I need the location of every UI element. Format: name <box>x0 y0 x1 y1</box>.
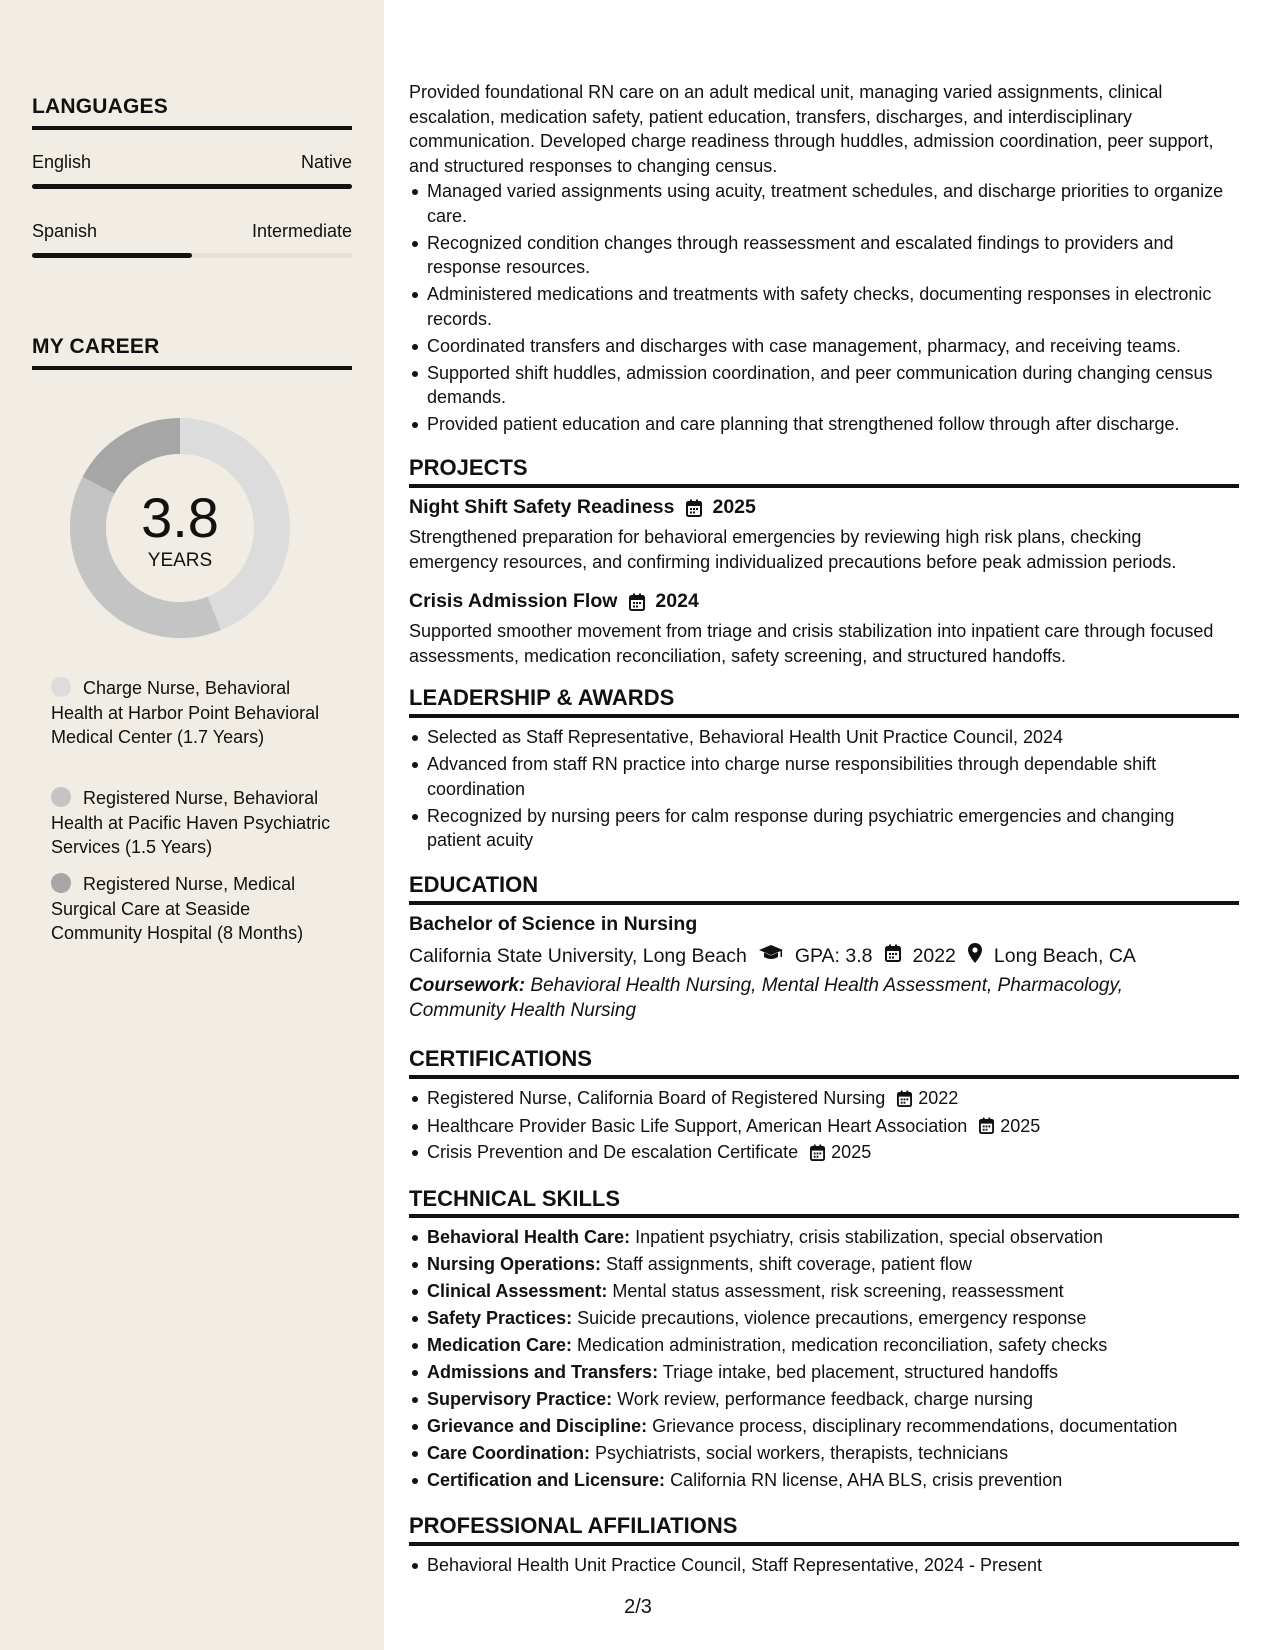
certification-item <box>409 1114 1239 1139</box>
skill-label: Care Coordination: <box>427 1443 591 1463</box>
certifications-rule <box>409 1075 1239 1079</box>
location: Long Beach, CA <box>993 944 1136 967</box>
certification-year: 2025 <box>831 1142 872 1162</box>
skill-value: Inpatient psychiatry, crisis stabilization, special observation <box>635 1227 1103 1247</box>
project-year: 2025 <box>712 496 756 518</box>
career-legend-item <box>51 786 336 860</box>
career-total-value: 3.8 <box>141 486 219 549</box>
skill-item <box>409 1468 1239 1493</box>
legend-dot-icon <box>51 677 71 697</box>
skill-label: Supervisory Practice: <box>427 1389 613 1409</box>
skill-value: Suicide precautions, violence precautions, emergency response <box>577 1308 1087 1328</box>
skill-item <box>409 1252 1239 1277</box>
education-rule <box>409 901 1239 905</box>
affiliations-list <box>409 1553 1239 1578</box>
calendar-icon <box>885 944 901 968</box>
project-description: Supported smoother movement from triage and crisis stabilization into inpatient care through focused assessments, medication reconciliation, safety screening, and structured handoffs. <box>409 621 1214 666</box>
skill-item <box>409 1333 1239 1358</box>
language-bar-spanish <box>32 253 352 258</box>
career-legend-item <box>51 872 336 946</box>
skill-value: Psychiatrists, social workers, therapists, technicians <box>595 1443 1009 1463</box>
skill-item <box>409 1279 1239 1304</box>
career-legend-label: Registered Nurse, Medical Surgical Care at Seaside Community Hospital (8 Months) <box>51 874 304 943</box>
gpa: GPA: 3.8 <box>794 944 873 967</box>
project-title: Night Shift Safety Readiness <box>409 496 675 518</box>
skill-label: Safety Practices: <box>427 1308 573 1328</box>
leadership-item: Recognized by nursing peers for calm response during psychiatric emergencies and changing patient acuity <box>409 804 1229 853</box>
certification-name: Healthcare Provider Basic Life Support, American Heart Association <box>427 1115 968 1136</box>
language-row-english <box>32 152 352 173</box>
projects-heading: PROJECTS <box>409 455 528 480</box>
language-row-spanish <box>32 221 352 242</box>
language-level: Native <box>300 152 352 172</box>
coursework <box>409 974 1209 1023</box>
career-legend-label: Registered Nurse, Behavioral Health at Pacific Haven Psychiatric Services (1.5 Years) <box>51 788 331 857</box>
affiliations-rule <box>409 1542 1239 1546</box>
skill-value: Medication administration, medication reconciliation, safety checks <box>577 1335 1108 1355</box>
education-heading: EDUCATION <box>409 872 539 897</box>
legend-dot-icon <box>51 873 71 893</box>
graduation-year: 2022 <box>912 944 956 967</box>
leadership-item: Advanced from staff RN practice into charge nurse responsibilities through dependable shift coordination <box>409 752 1229 801</box>
calendar-icon <box>686 499 702 517</box>
skill-value: Grievance process, disciplinary recommendations, documentation <box>652 1416 1178 1436</box>
skill-item <box>409 1225 1239 1250</box>
skill-label: Medication Care: <box>427 1335 573 1355</box>
experience-summary: Provided foundational RN care on an adult medical unit, managing varied assignments, clinical escalation, medication safety, patient education, transfers, discharges, and interdisciplinary communication. Developed charge readiness through huddles, admission coordination, peer support, and structured responses to changing census. <box>409 82 1214 176</box>
page-number: 2/3 <box>624 1596 652 1618</box>
language-bar-fill <box>32 184 352 189</box>
project-title-row <box>409 590 1243 613</box>
language-level: Intermediate <box>251 221 352 241</box>
skill-value: Triage intake, bed placement, structured handoffs <box>662 1362 1059 1382</box>
project-year: 2024 <box>655 590 699 612</box>
location-pin-icon <box>968 943 982 969</box>
skill-value: Staff assignments, shift coverage, patient flow <box>606 1254 972 1274</box>
language-bar-english <box>32 184 352 189</box>
calendar-icon <box>810 1144 825 1161</box>
skill-label: Nursing Operations: <box>427 1254 602 1274</box>
skill-label: Grievance and Discipline: <box>427 1416 648 1436</box>
calendar-icon <box>979 1117 994 1134</box>
languages-heading: LANGUAGES <box>32 95 168 118</box>
graduation-cap-icon <box>759 944 783 968</box>
skill-item <box>409 1414 1239 1439</box>
calendar-icon <box>897 1090 912 1107</box>
career-donut-segment <box>99 436 180 485</box>
project-title: Crisis Admission Flow <box>409 590 618 612</box>
education-details <box>409 943 1243 969</box>
certification-name: Crisis Prevention and De escalation Certificate <box>427 1142 799 1162</box>
career-total-unit: YEARS <box>147 550 213 571</box>
leadership-item: Selected as Staff Representative, Behavioral Health Unit Practice Council, 2024 <box>409 725 1229 750</box>
certifications-list <box>409 1086 1239 1165</box>
degree-title: Bachelor of Science in Nursing <box>409 913 698 935</box>
skill-item <box>409 1360 1239 1385</box>
skills-list <box>409 1225 1239 1495</box>
experience-bullet: Supported shift huddles, admission coordination, and peer communication during changing census demands. <box>409 361 1239 410</box>
skill-item <box>409 1387 1239 1412</box>
skills-rule <box>409 1214 1239 1218</box>
legend-dot-icon <box>51 787 71 807</box>
calendar-icon <box>629 593 645 611</box>
experience-bullet: Managed varied assignments using acuity, treatment schedules, and discharge priorities to organize care. <box>409 179 1239 228</box>
certification-item <box>409 1086 1239 1111</box>
language-bar-fill <box>32 253 192 258</box>
career-heading: MY CAREER <box>32 335 160 358</box>
experience-bullet: Recognized condition changes through reassessment and escalated findings to providers and response resources. <box>409 231 1239 280</box>
coursework-label: Coursework: <box>409 975 526 996</box>
certification-item <box>409 1140 1239 1165</box>
language-name: Spanish <box>32 221 98 241</box>
school-name: California State University, Long Beach <box>409 944 747 967</box>
experience-bullet: Provided patient education and care planning that strengthened follow through after discharge. <box>409 412 1239 437</box>
experience-bullet: Administered medications and treatments with safety checks, documenting responses in electronic records. <box>409 282 1239 331</box>
skill-value: Mental status assessment, risk screening, reassessment <box>612 1281 1064 1301</box>
skill-label: Behavioral Health Care: <box>427 1227 631 1247</box>
career-rule <box>32 366 352 370</box>
experience-bullets <box>409 179 1239 439</box>
certification-year: 2022 <box>918 1088 959 1108</box>
certification-year: 2025 <box>1000 1115 1041 1136</box>
languages-rule <box>32 126 352 130</box>
affiliations-heading: PROFESSIONAL AFFILIATIONS <box>409 1513 738 1538</box>
leadership-list <box>409 725 1229 855</box>
skill-item <box>409 1441 1239 1466</box>
experience-bullet: Coordinated transfers and discharges with case management, pharmacy, and receiving teams. <box>409 334 1239 359</box>
leadership-rule <box>409 714 1239 718</box>
skill-value: California RN license, AHA BLS, crisis prevention <box>670 1470 1063 1490</box>
skill-item <box>409 1306 1239 1331</box>
project-description: Strengthened preparation for behavioral emergencies by reviewing high risk plans, checking emergency resources, and confirming individualized precautions before peak admission periods. <box>409 527 1177 572</box>
skill-label: Certification and Licensure: <box>427 1470 666 1490</box>
leadership-heading: LEADERSHIP & AWARDS <box>409 685 675 710</box>
sidebar <box>0 0 384 1650</box>
coursework-list: Behavioral Health Nursing, Mental Health Assessment, Pharmacology, Community Health Nursing <box>409 975 1123 1021</box>
affiliation-item: Behavioral Health Unit Practice Council, Staff Representative, 2024 - Present <box>409 1553 1239 1578</box>
language-name: English <box>32 152 92 172</box>
project-title-row <box>409 496 1243 519</box>
skill-label: Admissions and Transfers: <box>427 1362 659 1382</box>
skill-label: Clinical Assessment: <box>427 1281 608 1301</box>
skill-value: Work review, performance feedback, charge nursing <box>617 1389 1033 1409</box>
main-content <box>409 0 1243 1650</box>
certifications-heading: CERTIFICATIONS <box>409 1046 592 1071</box>
projects-rule <box>409 484 1239 488</box>
skills-heading: TECHNICAL SKILLS <box>409 1186 621 1211</box>
career-legend-item <box>51 676 336 750</box>
certification-name: Registered Nurse, California Board of Registered Nursing <box>427 1088 886 1108</box>
career-legend-label: Charge Nurse, Behavioral Health at Harbor Point Behavioral Medical Center (1.7 Years) <box>51 678 320 747</box>
